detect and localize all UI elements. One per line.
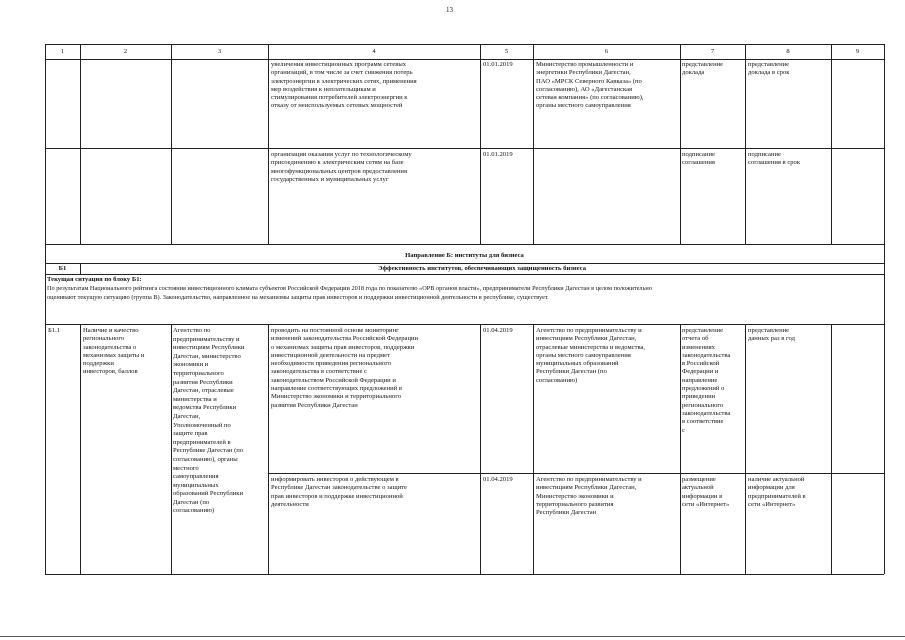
block-code: Б1 (58, 265, 67, 272)
col-header-9: 9 (855, 48, 860, 55)
col-header-5: 5 (504, 48, 509, 55)
b11-executors: Агентство по предпринимательству и инвестициям Республики Дагестан, министерство экономики и территориального развития Республики Дагестан, отраслевые министерства и ведомства Республики Дагестан, Уполномоченный по защите прав предпринимателей в Республике Дагестан (по согласованию), органы местного самоуправления муниципальных образований Республики Дагестан (по согласованию) (173, 327, 245, 515)
table-left-border (45, 44, 46, 574)
col-header-1: 1 (60, 48, 65, 55)
row-b-indicator: подписание соглашения в срок (748, 151, 801, 167)
col-sep-4-lower (480, 324, 481, 574)
col-sep-3 (268, 44, 269, 244)
b11-date-a: 01.04.2019 (483, 327, 513, 334)
b11-result-a: представление отчета об изменениях законодательства в Российской Федерации и направление предложений о приведении регионального законодательства в соответствие с (682, 327, 731, 434)
row-a-measure: увеличения инвестиционных программ сетевых организаций, в том числе за счет снижения потерь электроэнергии в электрических сетях, применения мер воздействия к неплательщикам и стимулирования потребителей электроэнергии к отказу от неиспользуемых сетевых мощностей (271, 61, 417, 110)
row-a-result: представление доклада (682, 61, 724, 77)
row-b-date: 01.01.2019 (483, 151, 513, 158)
row-b-measure: организации оказания услуг по технологическому присоединению к электрическим сетям на базе многофункциональных центров предоставления государственных и муниципальных услуг (271, 151, 412, 183)
row-a-date: 01.01.2019 (483, 61, 513, 68)
b11-indicator-b: наличие актуальной информации для предпринимателей в сети «Интернет» (748, 476, 806, 508)
col-header-2: 2 (123, 48, 128, 55)
direction-border (45, 263, 884, 264)
col-sep-1-lower (80, 324, 81, 574)
col-header-7: 7 (710, 48, 715, 55)
row-a-indicator: представление доклада в срок (748, 61, 790, 77)
col-sep-6-lower (680, 324, 681, 574)
block-border (45, 274, 884, 275)
col-sep-2 (171, 44, 172, 244)
col-header-3: 3 (217, 48, 222, 55)
page-bottom-rule (0, 636, 905, 637)
col-sep-4 (480, 44, 481, 244)
page-number: 13 (446, 6, 453, 14)
b11-responsible-b: Агентство по предпринимательству и инвестициям Республики Дагестан, Министерство экономики и территориального развития Республики Дагестан (536, 476, 642, 517)
b11-code: Б1.1 (48, 327, 61, 334)
col-sep-7 (745, 44, 746, 244)
b11-date-b: 01.04.2019 (483, 476, 513, 483)
situation-label: Текущая ситуация по блоку Б1: (47, 276, 142, 283)
b11-indicator-name: Наличие и качество регионального законодательства о механизмах защиты и поддержки инвесторов, баллов (83, 327, 145, 376)
table-bottom-border (45, 574, 884, 575)
col-header-8: 8 (786, 48, 790, 55)
b11-indicator-a: представление данных раз в год (748, 327, 795, 343)
col-sep-6 (680, 44, 681, 244)
col-sep-8 (831, 44, 832, 244)
b11-result-b: размещение актуальной информации в сети «Интернет» (682, 476, 730, 508)
row-b-border (45, 244, 884, 245)
b11-responsible-a: Агентство по предпринимательству и инвестициям Республики Дагестан, отраслевые министерства и ведомства, органы местного самоуправления муниципальных образований Республики Дагестан (по согласованию) (536, 327, 646, 384)
b11-measure-b: информировать инвесторов о действующем в Республике Дагестан законодательстве о защите прав инвесторов и поддержке инвестиционной деятельности (271, 476, 407, 508)
col-sep-5 (533, 44, 534, 244)
col-sep-1 (80, 44, 81, 244)
col-sep-7-lower (745, 324, 746, 574)
row-a-responsible: Министерство промышленности и энергетики Республики Дагестан, ПАО «МРСК Северного Кавказа» (по согласованию), АО «Дагестанская сетевая компания» (по согласованию), органы местного самоуправления (536, 61, 644, 110)
row-b-result: подписание соглашения (682, 151, 715, 167)
col-sep-5-lower (533, 324, 534, 574)
block-title: Эффективность институтов, обеспечивающих защищенность бизнеса (377, 265, 587, 272)
col-header-6: 6 (604, 48, 609, 55)
col-sep-2-lower (171, 324, 172, 574)
subrow-border (268, 473, 884, 474)
col-sep-3-lower (268, 324, 269, 574)
col-header-4: 4 (372, 48, 376, 55)
col-sep-8-lower (831, 324, 832, 574)
table-right-border (884, 44, 885, 574)
situation-text: По результатам Национального рейтинга состояния инвестиционного климата субъектов Российской Федерации 2018 года по показателю «ОРВ органов власти», предприниматели Республики Дагестан в целом положительно оценивают текущую ситуацию (группа В). Законодательство, направленное на механизмы защиты прав инвесторов и поддержки инвестиционной деятельности в республике, существует. (47, 285, 652, 301)
b11-measure-a: проводить на постоянной основе мониторинг изменений законодательства Российской Федерации о механизмах защиты прав инвесторов, поддержки инвестиционной деятельности на предмет необходимости приведения регионального законодательства в соответствие с законодательством Российской Федерации и направление соответствующих предложений в Министерство экономики и территориального развития Республики Дагестан (271, 327, 419, 409)
direction-title: Направление Б: институты для бизнеса (405, 252, 524, 259)
